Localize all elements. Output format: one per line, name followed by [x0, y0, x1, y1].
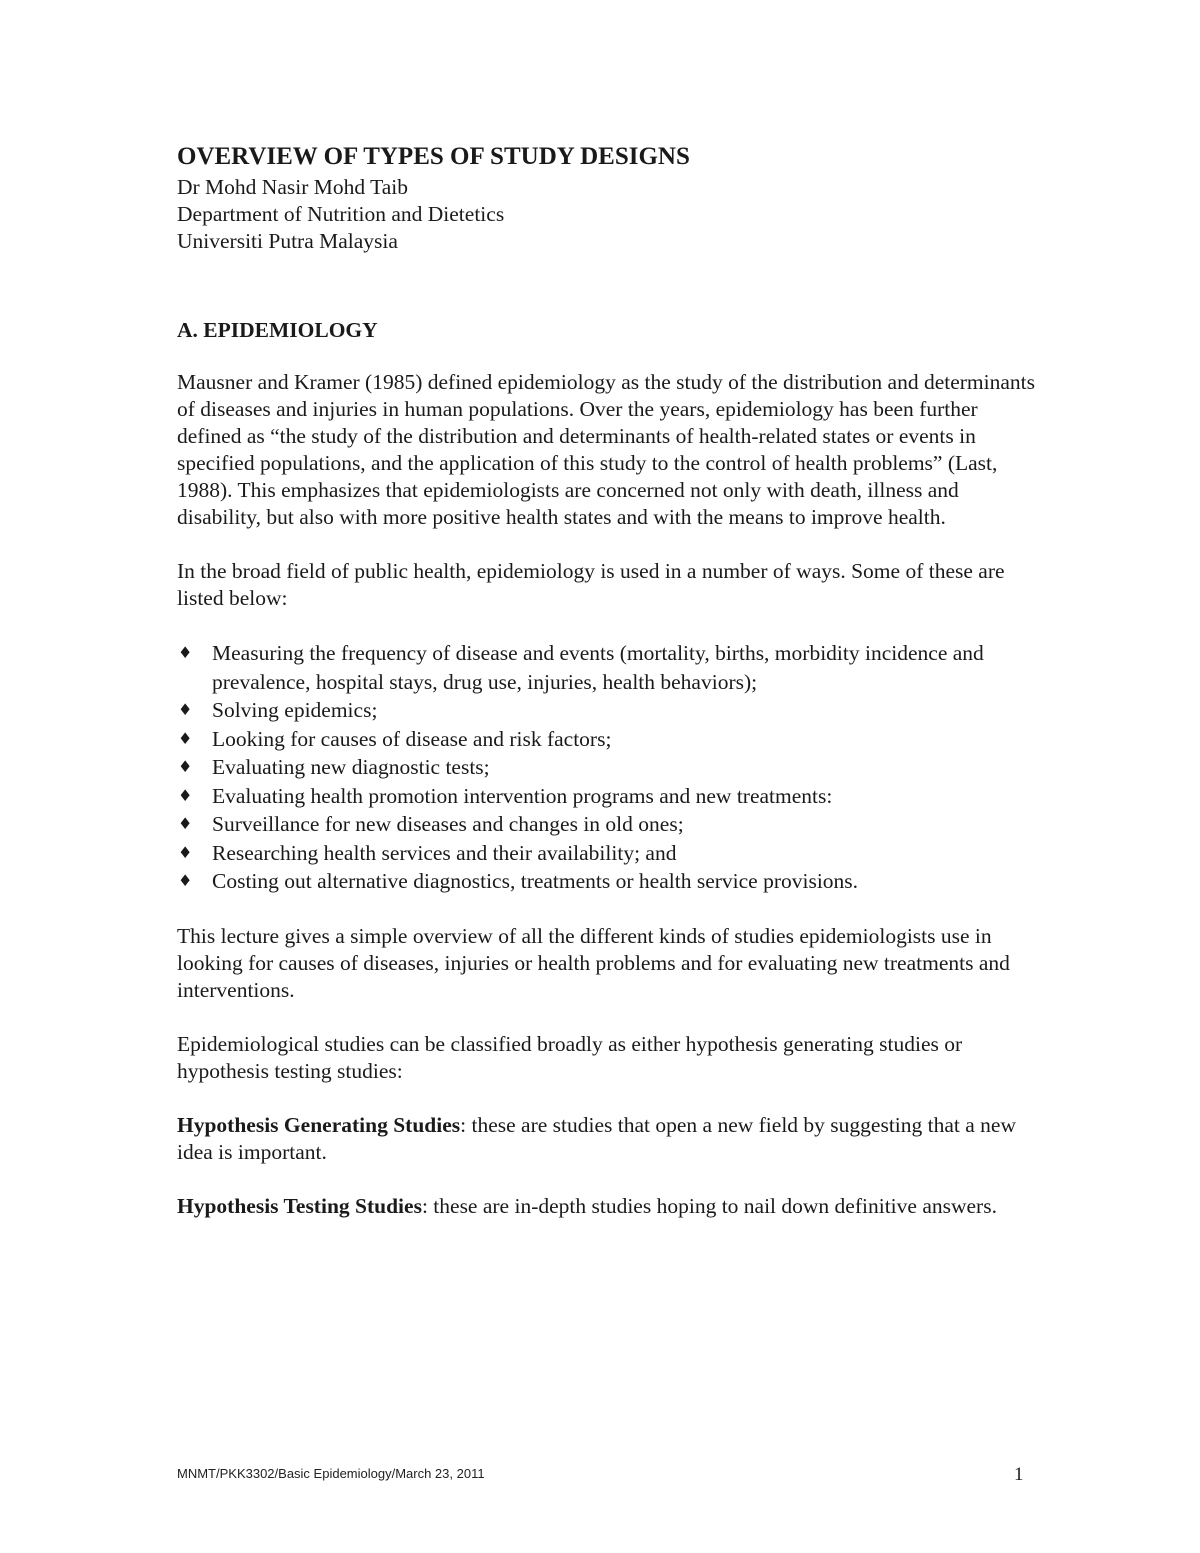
department-name: Department of Nutrition and Dietetics — [177, 202, 505, 226]
diamond-bullet-icon: ♦ — [178, 700, 193, 719]
document-title: OVERVIEW OF TYPES OF STUDY DESIGNS — [177, 143, 690, 170]
definition-text: : these are in-depth studies hoping to nail down definitive answers. — [421, 1193, 997, 1218]
list-item — [177, 725, 1037, 754]
diamond-bullet-icon: ♦ — [178, 814, 193, 833]
list-item-text: Evaluating health promotion intervention programs and new treatments: — [212, 783, 833, 808]
list-item-text: Evaluating new diagnostic tests; — [212, 755, 490, 779]
section-heading-epidemiology: A. EPIDEMIOLOGY — [177, 318, 378, 342]
list-item — [177, 782, 1037, 811]
university-name: Universiti Putra Malaysia — [177, 229, 398, 253]
diamond-bullet-icon: ♦ — [178, 842, 193, 862]
paragraph-classification: Epidemiological studies can be classified broadly as either hypothesis generating studies or hypothesis testing studies: — [177, 1031, 963, 1083]
paragraph-lecture-overview: This lecture gives a simple overview of all the different kinds of studies epidemiologists use in looking for causes of diseases, injuries or health problems and for evaluating new treatments and interventions. — [177, 923, 1010, 1002]
list-item — [177, 867, 1037, 896]
diamond-bullet-icon: ♦ — [178, 728, 193, 748]
uses-bullet-list — [177, 639, 1037, 896]
list-item — [177, 696, 1037, 725]
list-item-text: Measuring the frequency of disease and events (mortality, births, morbidity incidence and prevalence, hospital stays, drug use, injuries, health behaviors); — [212, 641, 984, 694]
definition-hypothesis-testing — [177, 1193, 1037, 1220]
list-item-text: Solving epidemics; — [212, 698, 378, 722]
page-number: 1 — [1014, 1464, 1024, 1485]
paragraph-definition: Mausner and Kramer (1985) defined epidemiology as the study of the distribution and determinants of diseases and injuries in human populations. Over the years, epidemiology has been further defined as “the study of the distribution and determinants of health-related states or events in specified populations, and the application of this study to the control of health problems” (Last, 1988). This emphasizes that epidemiologists are concerned not only with death, illness and disability, but also with more positive health states and with the means to improve health. — [177, 370, 1035, 529]
list-item-text: Costing out alternative diagnostics, treatments or health service provisions. — [212, 869, 859, 893]
page-footer: MNMT/PKK3302/Basic Epidemiology/March 23, 2011 — [177, 1466, 485, 1481]
list-item-text: Looking for causes of disease and risk factors; — [212, 726, 612, 751]
list-item-text: Researching health services and their availability; and — [212, 840, 677, 865]
page-content — [177, 140, 1037, 1220]
list-item — [177, 810, 1037, 839]
diamond-bullet-icon: ♦ — [178, 757, 193, 776]
term-hypothesis-testing: Hypothesis Testing Studies — [177, 1193, 422, 1218]
list-item — [177, 639, 1037, 696]
diamond-bullet-icon: ♦ — [178, 785, 193, 805]
list-item-text: Surveillance for new diseases and changes in old ones; — [212, 812, 684, 836]
definition-hypothesis-generating — [177, 1112, 1037, 1166]
diamond-bullet-icon: ♦ — [178, 871, 193, 890]
paragraph-uses-intro: In the broad field of public health, epidemiology is used in a number of ways. Some of these are listed below: — [177, 559, 1005, 610]
author-name: Dr Mohd Nasir Mohd Taib — [177, 175, 408, 199]
list-item — [177, 753, 1037, 782]
diamond-bullet-icon: ♦ — [178, 643, 193, 662]
definition-text: : these are studies that open a new field by suggesting that a new idea is important. — [177, 1112, 1016, 1164]
term-hypothesis-generating: Hypothesis Generating Studies — [177, 1112, 461, 1137]
list-item — [177, 839, 1037, 868]
